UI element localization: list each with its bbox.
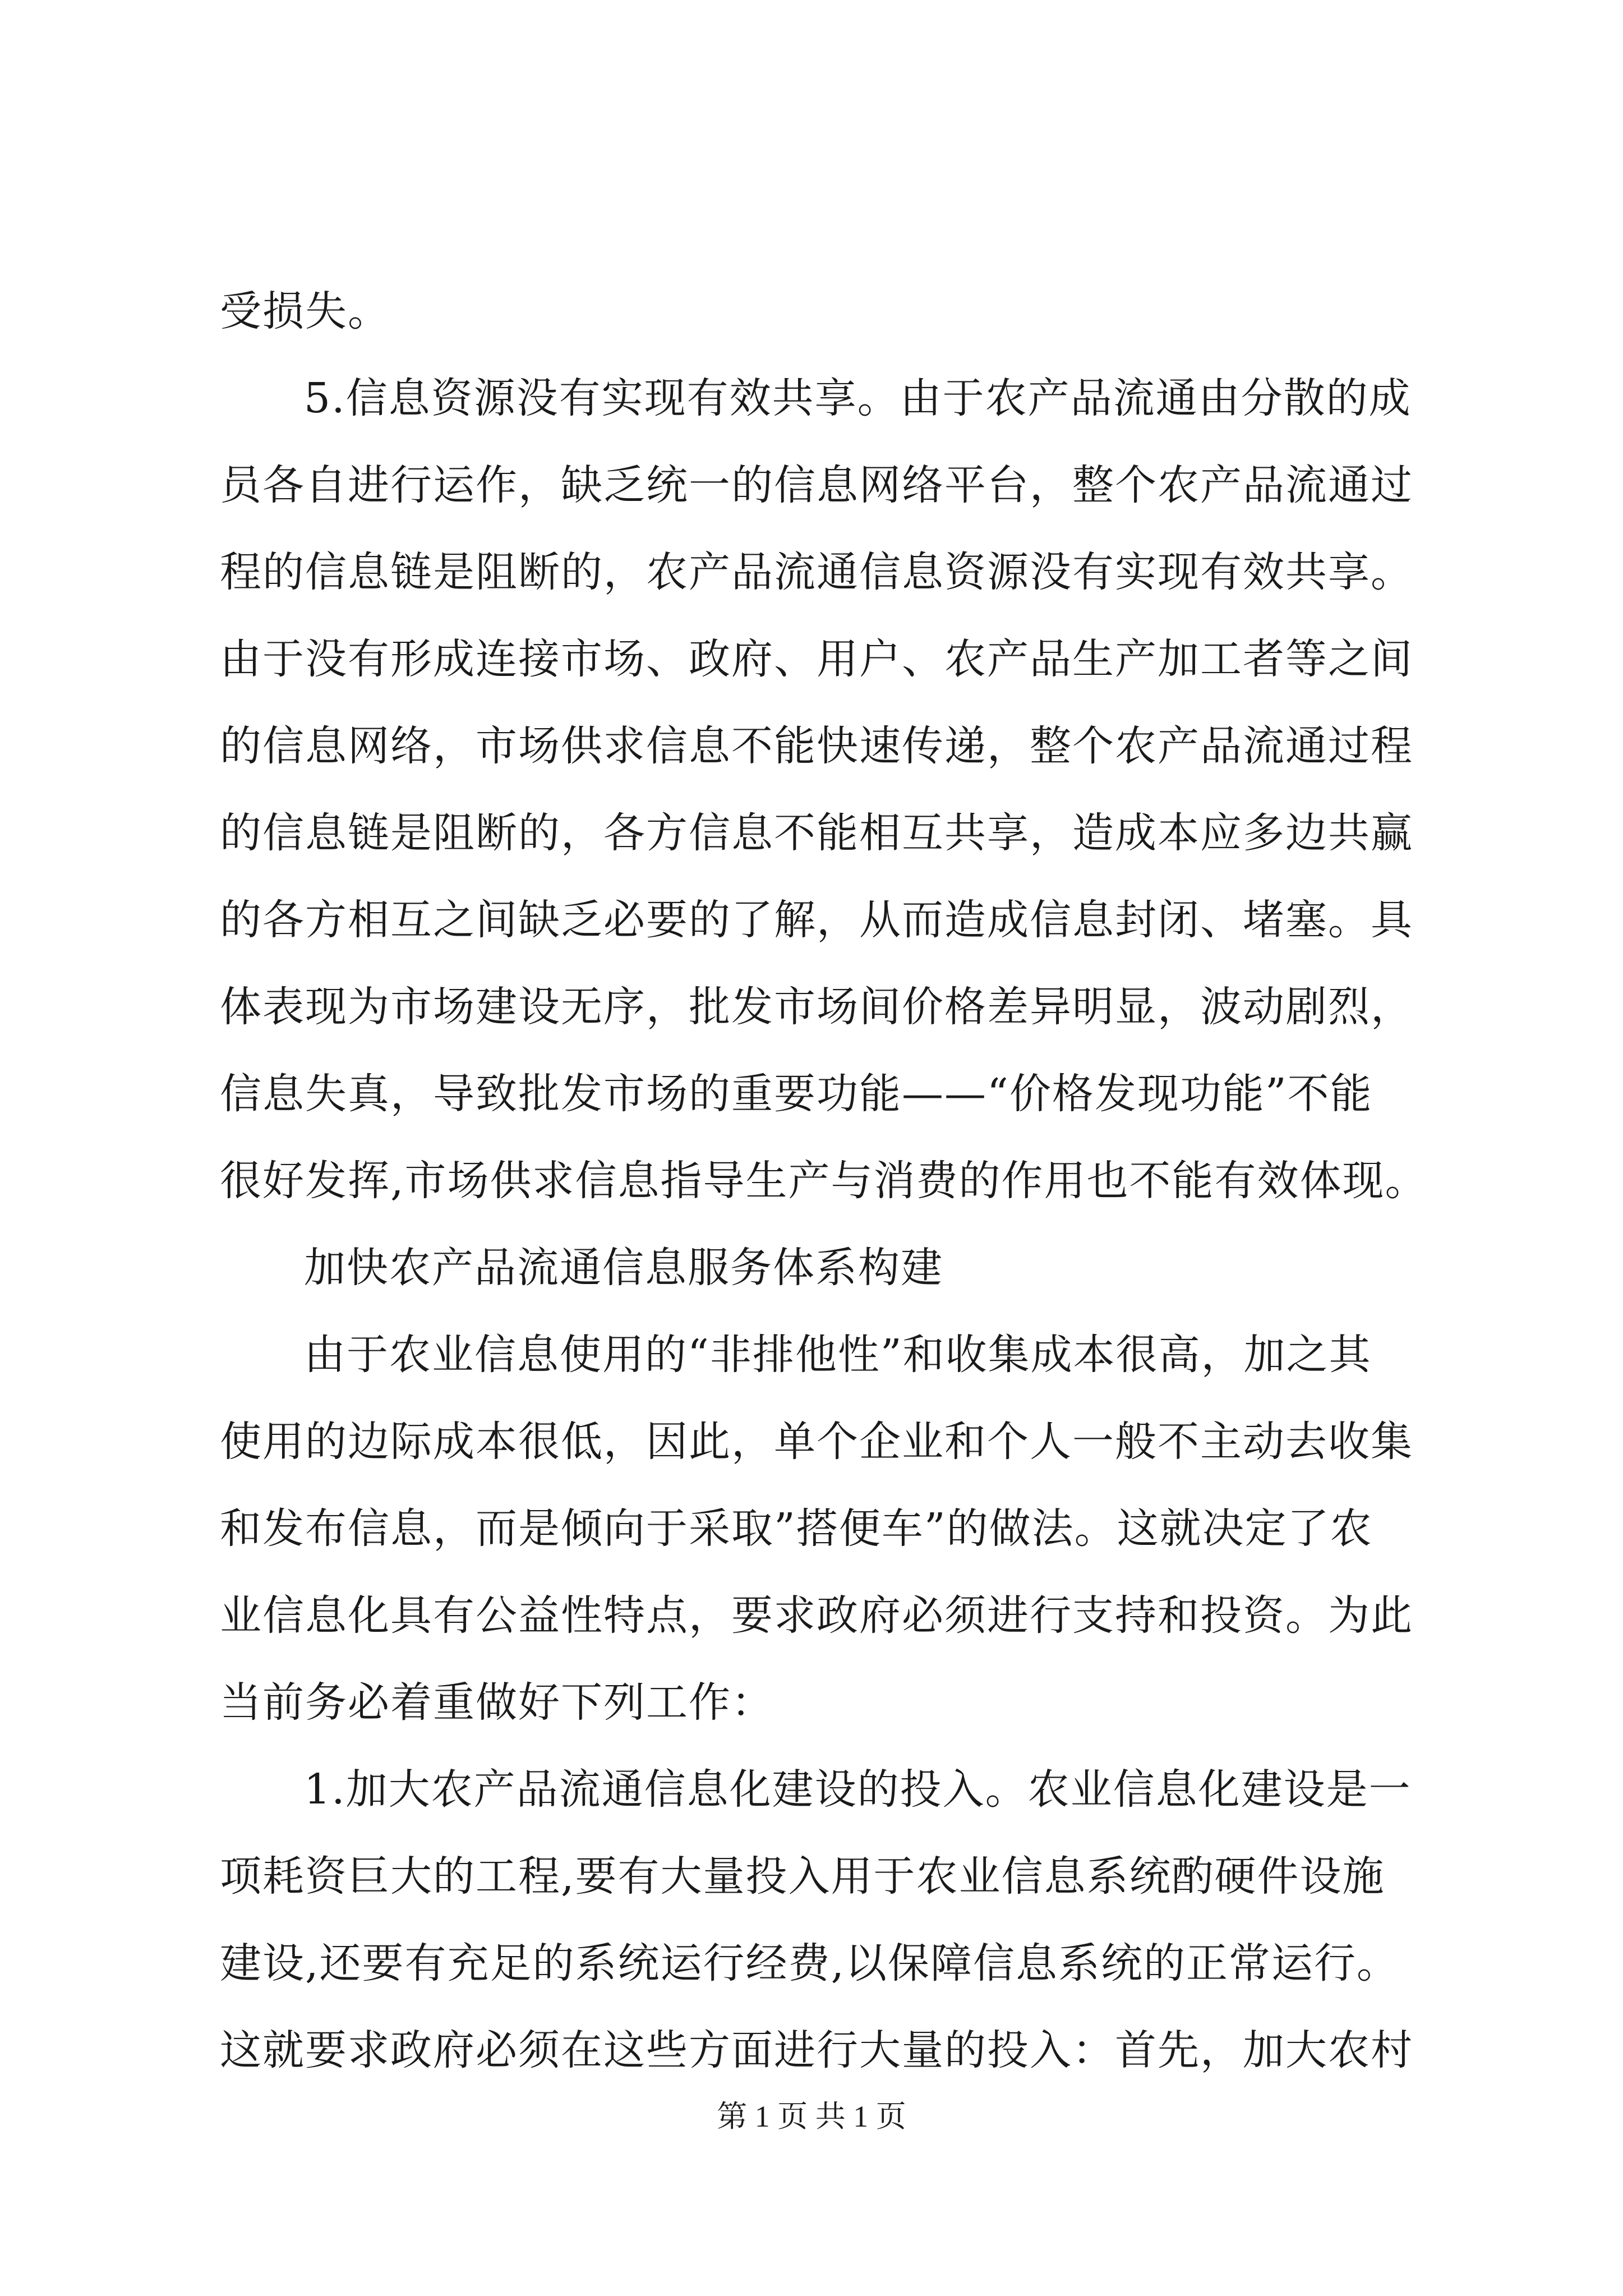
text-line: 由于没有形成连接市场、政府、用户、农产品生产加工者等之间 (220, 635, 1413, 683)
text-line: 使用的边际成本很低，因此，单个企业和个人一般不主动去收集 (220, 1418, 1413, 1466)
text-line: 项耗资巨大的工程,要有大量投入用于农业信息系统酌硬件设施 (220, 1852, 1385, 1901)
text-line: 当前务必着重做好下列工作： (220, 1678, 774, 1727)
text-line: 员各自进行运作，缺乏统一的信息网络平台，整个农产品流通过 (220, 461, 1413, 509)
text-line: 1.加大农产品流通信息化建设的投入。农业信息化建设是一 (304, 1765, 1412, 1814)
text-line: 和发布信息，而是倾向于采取”搭便车”的做法。这就决定了农 (220, 1504, 1373, 1553)
text-line: 很好发挥,市场供求信息指导生产与消费的作用也不能有效体现。 (220, 1157, 1428, 1205)
text-line: 的信息链是阻断的，各方信息不能相互共享，造成本应多边共赢 (220, 809, 1413, 857)
text-line: 这就要求政府必须在这些方面进行大量的投入：首先，加大农村 (220, 2026, 1413, 2074)
text-line: 的信息网络，市场供求信息不能快速传递，整个农产品流通过程 (220, 722, 1413, 770)
text-line: 的各方相互之间缺乏必要的了解，从而造成信息封闭、堵塞。具 (220, 896, 1413, 944)
text-line: 体表现为市场建设无序，批发市场间价格差异明显，波动剧烈， (220, 983, 1413, 1031)
text-line: 信息失真，导致批发市场的重要功能——“价格发现功能”不能 (220, 1070, 1373, 1118)
text-line: 业信息化具有公益性特点，要求政府必须进行支持和投资。为此 (220, 1591, 1413, 1640)
text-line: 建设,还要有充足的系统运行经费,以保障信息系统的正常运行。 (220, 1939, 1400, 1987)
text-line: 受损失。 (220, 287, 390, 335)
text-line: 由于农业信息使用的“非排他性”和收集成本很高，加之其 (304, 1331, 1372, 1379)
page-footer: 第 1 页 共 1 页 (717, 2100, 906, 2133)
text-line: 程的信息链是阻断的，农产品流通信息资源没有实现有效共享。 (220, 548, 1413, 596)
text-line: 5.信息资源没有实现有效共享。由于农产品流通由分散的成 (304, 374, 1412, 422)
section-heading: 加快农产品流通信息服务体系构建 (304, 1244, 943, 1292)
